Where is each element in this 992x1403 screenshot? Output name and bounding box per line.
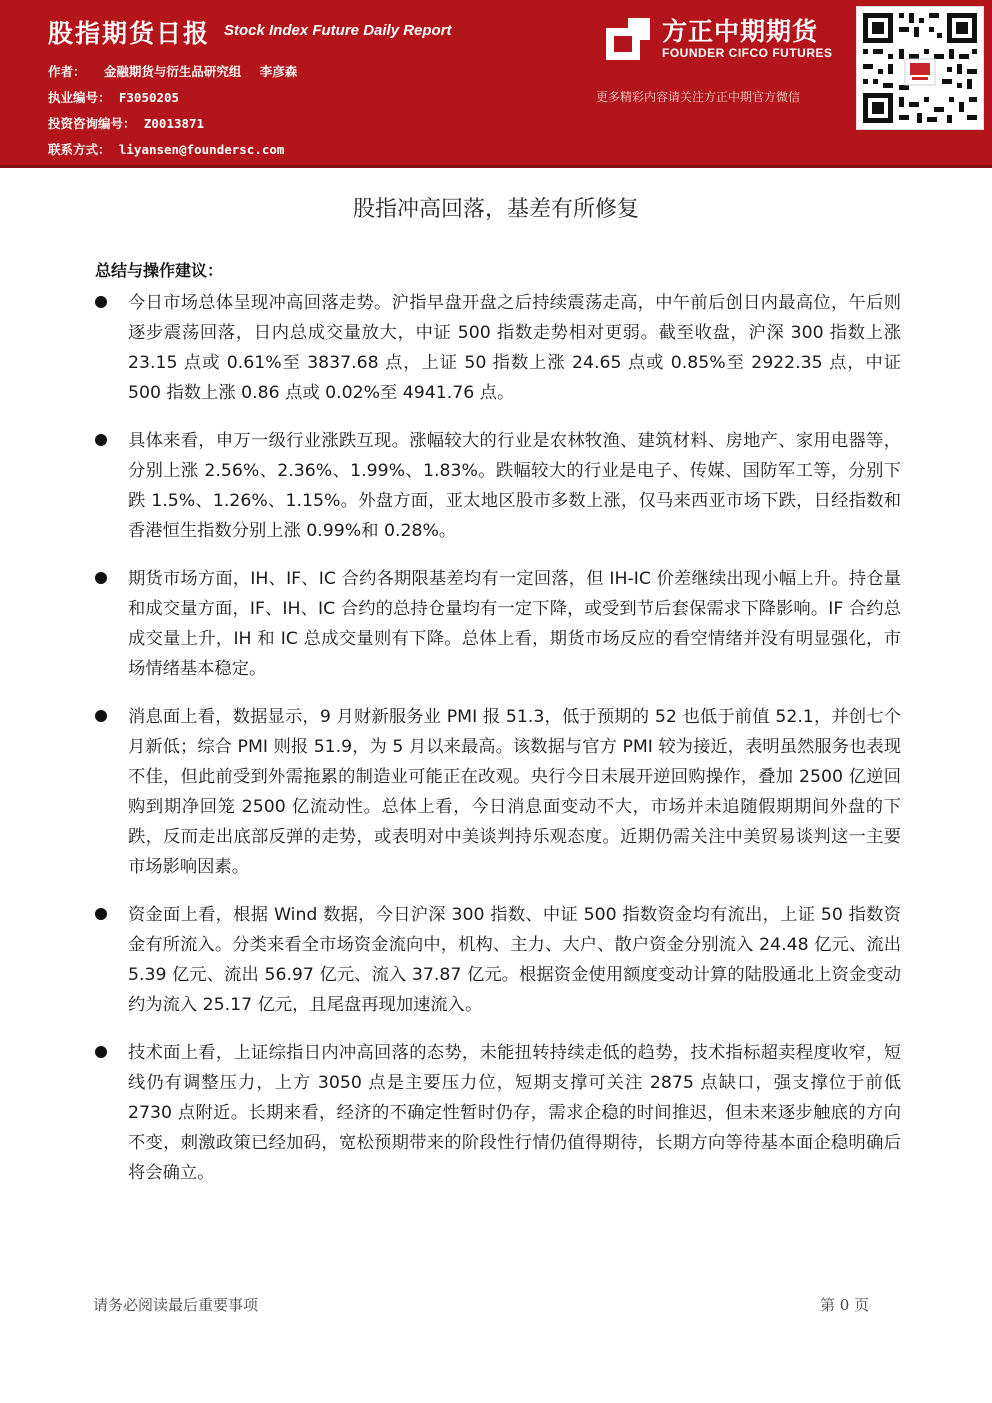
list-item (95, 288, 901, 408)
contact-label: 联系方式： (48, 142, 111, 157)
license-row (48, 88, 179, 106)
paragraph-text: 今日市场总体呈现冲高回落走势。沪指早盘开盘之后持续震荡走高，中午前后创日内最高位，午后则逐步震荡回落，日内总成交量放大，中证 500 指数走势相对更弱。截至收盘，沪深 300 指数上涨 23.15 点或 0.61%至 3837.68 点，上证 50 指数上涨 24.65 点或 0.85%至 2922.35 点，中证 500 指数上涨 0.86 点或 0.02%至 4941.76 点。 (128, 293, 901, 403)
list-item (95, 702, 901, 882)
wechat-note: 更多精彩内容请关注方正中期官方微信 (596, 90, 801, 104)
qr-code-graphic (857, 7, 983, 129)
summary-list (95, 288, 901, 1206)
bullet-icon (95, 908, 107, 920)
list-item (95, 564, 901, 684)
consult-label: 投资咨询编号： (48, 116, 136, 131)
author-group: 金融期货与衍生品研究组 (103, 64, 242, 79)
document-title: 股指冲高回落，基差有所修复 (352, 197, 639, 222)
qr-code-icon[interactable] (856, 6, 984, 130)
bullet-icon (95, 1046, 107, 1058)
bullet-icon (95, 296, 107, 308)
list-item (95, 900, 901, 1020)
author-row (48, 62, 297, 80)
section-heading: 总结与操作建议： (95, 261, 224, 280)
bullet-icon (95, 434, 107, 446)
list-item (95, 1038, 901, 1188)
report-title: 股指期货日报 (48, 19, 211, 48)
paragraph-text: 技术面上看，上证综指日内冲高回落的态势，未能扭转持续走低的趋势，技术指标超卖程度收窄，短线仍有调整压力，上方 3050 点是主要压力位，短期支撑可关注 2875 点缺口，强支撑位于前低 2730 点附近。长期来看，经济的不确定性暂时仍存，需求企稳的时间推迟，但未来逐步触底的方向不变，刺激政策已经加码，宽松预期带来的阶段性行情仍值得期待，长期方向等待基本面企稳明确后将会确立。 (128, 1043, 901, 1183)
brand-logo (602, 12, 852, 72)
contact-value[interactable]: liyansen@foundersc.com (118, 142, 285, 157)
license-label: 执业编号： (48, 90, 111, 105)
bullet-icon (95, 572, 107, 584)
consult-value: Z0013871 (143, 116, 205, 131)
consult-row (48, 114, 204, 132)
author-name: 李彦森 (259, 64, 298, 79)
author-label: 作者： (48, 64, 86, 79)
brand-name-cn: 方正中期期货 (662, 17, 819, 46)
brand-mark-icon (602, 14, 654, 64)
license-value: F3050205 (118, 90, 180, 105)
bullet-icon (95, 710, 107, 722)
list-item (95, 426, 901, 546)
paragraph-text: 具体来看，申万一级行业涨跌互现。涨幅较大的行业是农林牧渔、建筑材料、房地产、家用电器等，分别上涨 2.56%、2.36%、1.99%、1.83%。跌幅较大的行业是电子、传媒、国防军工等，分别下跌 1.5%、1.26%、1.15%。外盘方面，亚太地区股市多数上涨，仅马来西亚市场下跌，日经指数和香港恒生指数分别上涨 0.99%和 0.28%。 (128, 431, 901, 541)
paragraph-text: 资金面上看，根据 Wind 数据，今日沪深 300 指数、中证 500 指数资金均有流出，上证 50 指数资金有所流入。分类来看全市场资金流向中，机构、主力、大户、散户资金分别流入 24.48 亿元、流出 5.39 亿元、流出 56.97 亿元、流入 37.87 亿元。根据资金使用额度变动计算的陆股通北上资金变动约为流入 25.17 亿元，且尾盘再现加速流入。 (128, 905, 901, 1015)
footer-disclaimer: 请务必阅读最后重要事项 (93, 1296, 259, 1314)
page-number: 第 0 页 (820, 1296, 870, 1314)
report-subtitle: Stock Index Future Daily Report (224, 22, 452, 39)
brand-name-en: FOUNDER CIFCO FUTURES (662, 46, 833, 60)
contact-row (48, 140, 284, 158)
paragraph-text: 消息面上看，数据显示，9 月财新服务业 PMI 报 51.3，低于预期的 52 也低于前值 52.1，并创七个月新低；综合 PMI 则报 51.9，为 5 月以来最高。该数据与官方 PMI 较为接近，表明虽然服务也表现不佳，但此前受到外需拖累的制造业可能正在改观。央行今日未展开逆回购操作，叠加 2500 亿逆回购到期净回笼 2500 亿流动性。总体上看，今日消息面变动不大，市场并未追随假期期间外盘的下跌，反而走出底部反弹的走势，或表明对中美谈判持乐观态度。近期仍需关注中美贸易谈判这一主要市场影响因素。 (128, 707, 901, 877)
report-header (0, 0, 992, 168)
paragraph-text: 期货市场方面，IH、IF、IC 合约各期限基差均有一定回落，但 IH-IC 价差继续出现小幅上升。持仓量和成交量方面，IF、IH、IC 合约的总持仓量均有一定下降，或受到节后套保需求下降影响。IF 合约总成交量上升，IH 和 IC 总成交量则有下降。总体上看，期货市场反应的看空情绪并没有明显强化，市场情绪基本稳定。 (128, 569, 901, 679)
